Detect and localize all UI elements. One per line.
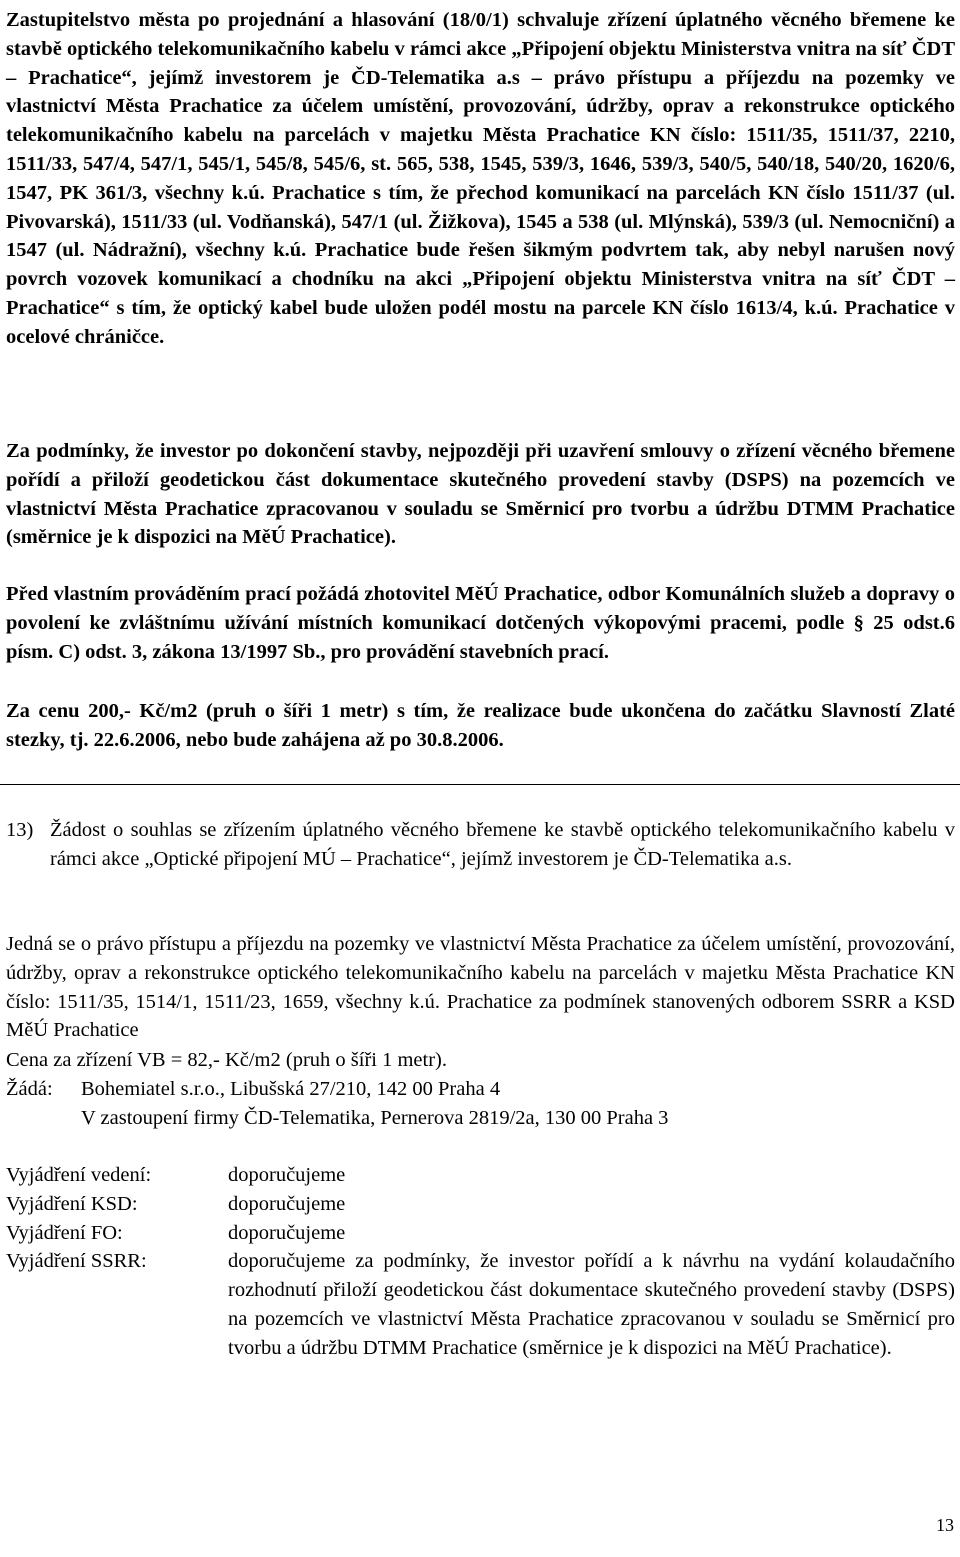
opinion-row bbox=[6, 1190, 955, 1219]
opinion-label: Vyjádření FO: bbox=[6, 1221, 123, 1244]
opinion-value: doporučujeme za podmínky, že investor pořídí a k návrhu na vydání kolaudačního rozhodnutí přiloží geodetickou část dokumentace skutečného provedení stavby (DSPS) na pozemcích ve vlastnictví Města Prachatice zpracovanou v souladu se Směrnicí pro tvorbu a údržbu DTMM Prachatice (směrnice je k dispozici na MěÚ Prachatice). bbox=[228, 1250, 955, 1359]
item-number: 13) bbox=[6, 819, 34, 841]
opinion-row bbox=[6, 1219, 955, 1248]
item-price: Cena za zřízení VB = 82,- Kč/m2 (pruh o šíři 1 metr). bbox=[6, 1049, 447, 1071]
opinion-value: doporučujeme bbox=[228, 1164, 346, 1186]
opinions-list bbox=[6, 1161, 955, 1363]
condition-dsps: Za podmínky, že investor po dokončení stavby, nejpozději při uzavření smlouvy o zřízení věcného břemene pořídí a přiloží geodetickou část dokumentace skutečného provedení stavby (DSPS) na pozemcích ve vlastnictví Města Prachatice zpracovanou v souladu se Směrnicí pro tvorbu a údržbu DTMM Prachatice (směrnice je k dispozici na MěÚ Prachatice). bbox=[6, 440, 955, 549]
page-number: 13 bbox=[936, 1515, 954, 1535]
applicant-label: Žádá: bbox=[6, 1078, 53, 1100]
condition-price: Za cenu 200,- Kč/m2 (pruh o šíři 1 metr) s tím, že realizace bude ukončena do začátku Slavností Zlaté stezky, tj. 22.6.2006, nebo bude zahájena až po 30.8.2006. bbox=[6, 700, 955, 751]
opinion-value: doporučujeme bbox=[228, 1192, 346, 1215]
applicant-line-1: Bohemiatel s.r.o., Libušská 27/210, 142 00 Praha 4 bbox=[81, 1078, 501, 1100]
opinion-row bbox=[6, 1247, 955, 1362]
opinion-row bbox=[6, 1161, 955, 1190]
opinion-value: doporučujeme bbox=[228, 1221, 346, 1244]
horizontal-divider bbox=[0, 784, 960, 785]
applicant-line-2: V zastoupení firmy ČD-Telematika, Pernerova 2819/2a, 130 00 Praha 3 bbox=[81, 1106, 669, 1129]
item-title: Žádost o souhlas se zřízením úplatného věcného břemene ke stavbě optického telekomunikačního kabelu v rámci akce „Optické připojení MÚ – Prachatice“, jejímž investorem je ČD-Telematika a.s. bbox=[50, 819, 955, 870]
resolution-text: Zastupitelstvo města po projednání a hlasování (18/0/1) schvaluje zřízení úplatného věcného břemene ke stavbě optického telekomunikačního kabelu v rámci akce „Připojení objektu Ministerstva vnitra na síť ČDT – Prachatice“, jejímž investorem je ČD-Telematika a.s – právo přístupu a příjezdu na pozemky ve vlastnictví Města Prachatice za účelem umístění, provozování, údržby, oprav a rekonstrukce optického telekomunikačního kabelu na parcelách v majetku Města Prachatice KN číslo: 1511/35, 1511/37, 2210, 1511/33, 547/4, 547/1, 545/1, 545/8, 545/6, st. 565, 538, 1545, 539/3, 1646, 539/3, 540/5, 540/18, 540/20, 1620/6, 1547, PK 361/3, všechny k.ú. Prachatice s tím, že přechod komunikací na parcelách KN číslo 1511/37 (ul. Pivovarská), 1511/33 (ul. Vodňanská), 547/1 (ul. Žižkova), 1545 a 538 (ul. Mlýnská), 539/3 (ul. Nemocniční) a 1547 (ul. Nádražní), všechny k.ú. Prachatice bude řešen šikmým podvrtem tak, aby nebyl narušen nový povrch vozovek komunikací a chodníku na akci „Připojení objektu Ministerstva vnitra na síť ČDT – Prachatice“ s tím, že optický kabel bude uložen podél mostu na parcele KN číslo 1613/4, k.ú. Prachatice v ocelové chráničce. bbox=[6, 9, 955, 348]
opinion-label: Vyjádření vedení: bbox=[6, 1164, 152, 1186]
opinion-label: Vyjádření SSRR: bbox=[6, 1250, 147, 1273]
condition-permit: Před vlastním prováděním prací požádá zhotovitel MěÚ Prachatice, odbor Komunálních služeb a dopravy o povolení ke zvláštnímu užívání místních komunikací dotčených výkopovými pracemi, podle § 25 odst.6 písm. C) odst. 3, zákona 13/1997 Sb., pro provádění stavebních prací. bbox=[6, 583, 955, 663]
opinion-label: Vyjádření KSD: bbox=[6, 1192, 138, 1215]
item-description: Jedná se o právo přístupu a příjezdu na pozemky ve vlastnictví Města Prachatice za účelem umístění, provozování, údržby, oprav a rekonstrukce optického telekomunikačního kabelu na parcelách v majetku Města Prachatice KN číslo: 1511/35, 1514/1, 1511/23, 1659, všechny k.ú. Prachatice za podmínek stanovených odborem SSRR a KSD MěÚ Prachatice bbox=[6, 933, 955, 1042]
